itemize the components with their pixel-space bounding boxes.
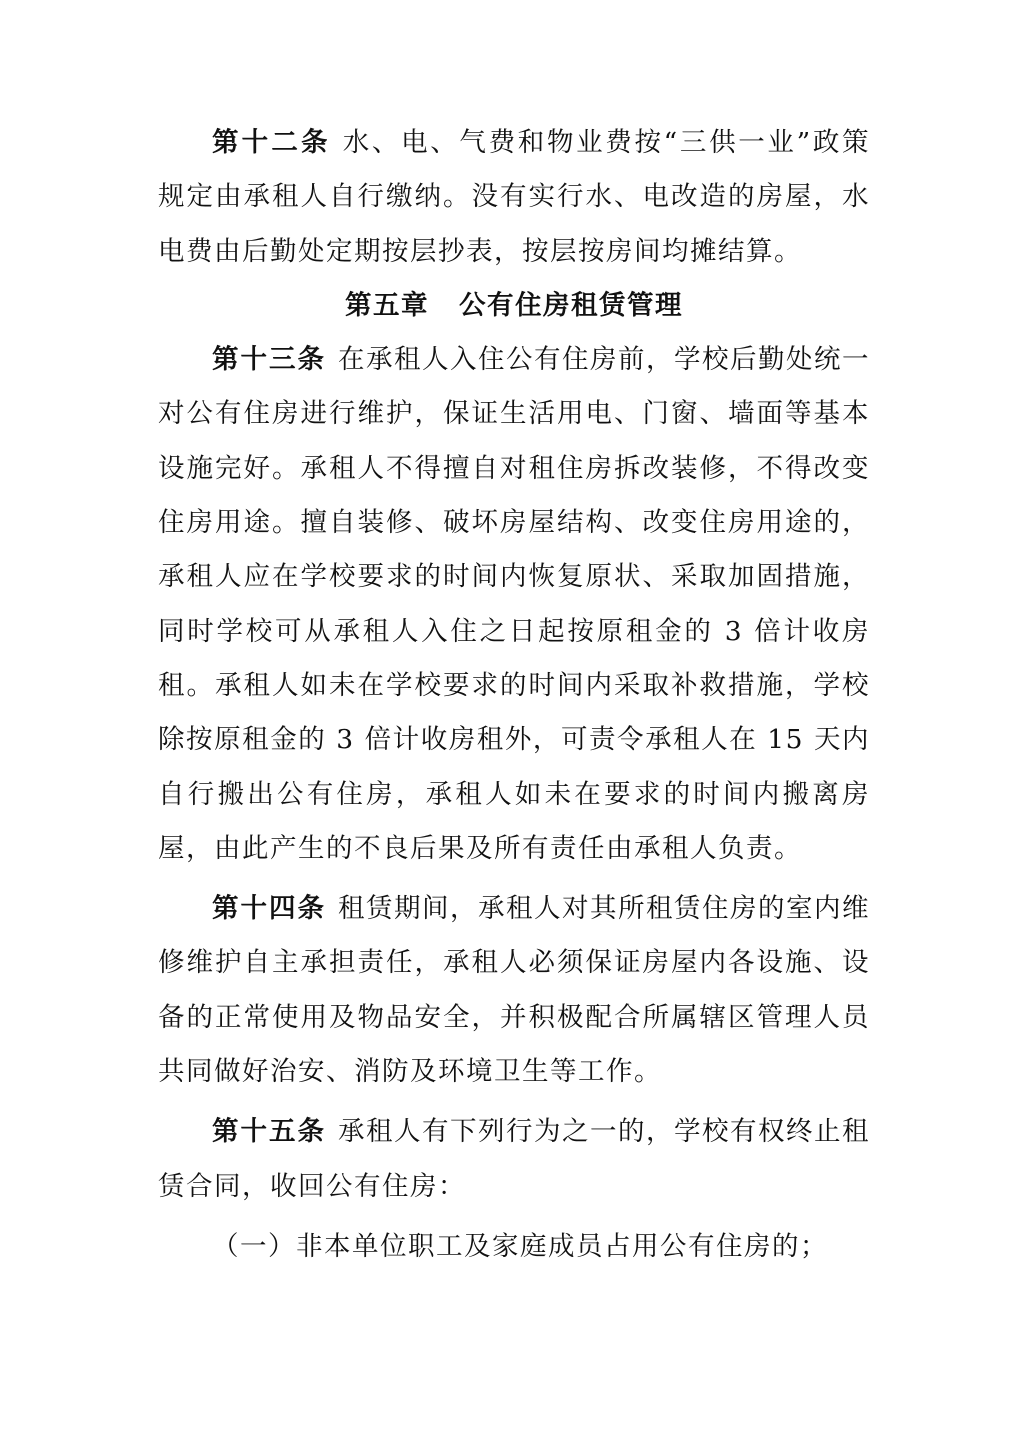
article-14: [158, 882, 870, 1099]
article-15-label: 第十五条: [212, 1116, 326, 1148]
list-item-1: （一）非本单位职工及家庭成员占用公有住房的；: [212, 1230, 828, 1262]
article-15-text: 承租人有下列行为之一的，学校有权终止租赁合同，收回公有住房：: [158, 1116, 870, 1202]
chapter-5-title: 公有住房租赁管理: [459, 289, 683, 321]
article-12: [158, 116, 870, 279]
article-13: [158, 333, 870, 876]
article-12-label: 第十二条: [212, 127, 331, 158]
article-12-text: 水、电、气费和物业费按“三供一业”政策规定由承租人自行缴纳。没有实行水、电改造的房屋，水电费由后勤处定期按层抄表，按层按房间均摊结算。: [158, 127, 870, 267]
chapter-5-number: 第五章: [345, 289, 429, 321]
chapter-5-heading: [158, 279, 870, 333]
article-13-label: 第十三条: [212, 344, 326, 376]
article-13-text: 在承租人入住公有住房前，学校后勤处统一对公有住房进行维护，保证生活用电、门窗、墙面等基本设施完好。承租人不得擅自对租住房拆改装修，不得改变住房用途。擅自装修、破坏房屋结构、改变住房用途的，承租人应在学校要求的时间内恢复原状、采取加固措施，同时学校可从承租人入住之日起按原租金的 3 倍计收房租。承租人如未在学校要求的时间内采取补救措施，学校除按原租金的 3 倍计收房租外，可责令承租人在 15 天内自行搬出公有住房，承租人如未在要求的时间内搬离房屋，由此产生的不良后果及所有责任由承租人负责。: [158, 344, 870, 864]
article-15: [158, 1105, 870, 1214]
article-14-label: 第十四条: [212, 893, 326, 925]
article-14-text: 租赁期间，承租人对其所租赁住房的室内维修维护自主承担责任，承租人必须保证房屋内各设施、设备的正常使用及物品安全，并积极配合所属辖区管理人员共同做好治安、消防及环境卫生等工作。: [158, 893, 870, 1088]
document-body: [158, 116, 870, 1274]
